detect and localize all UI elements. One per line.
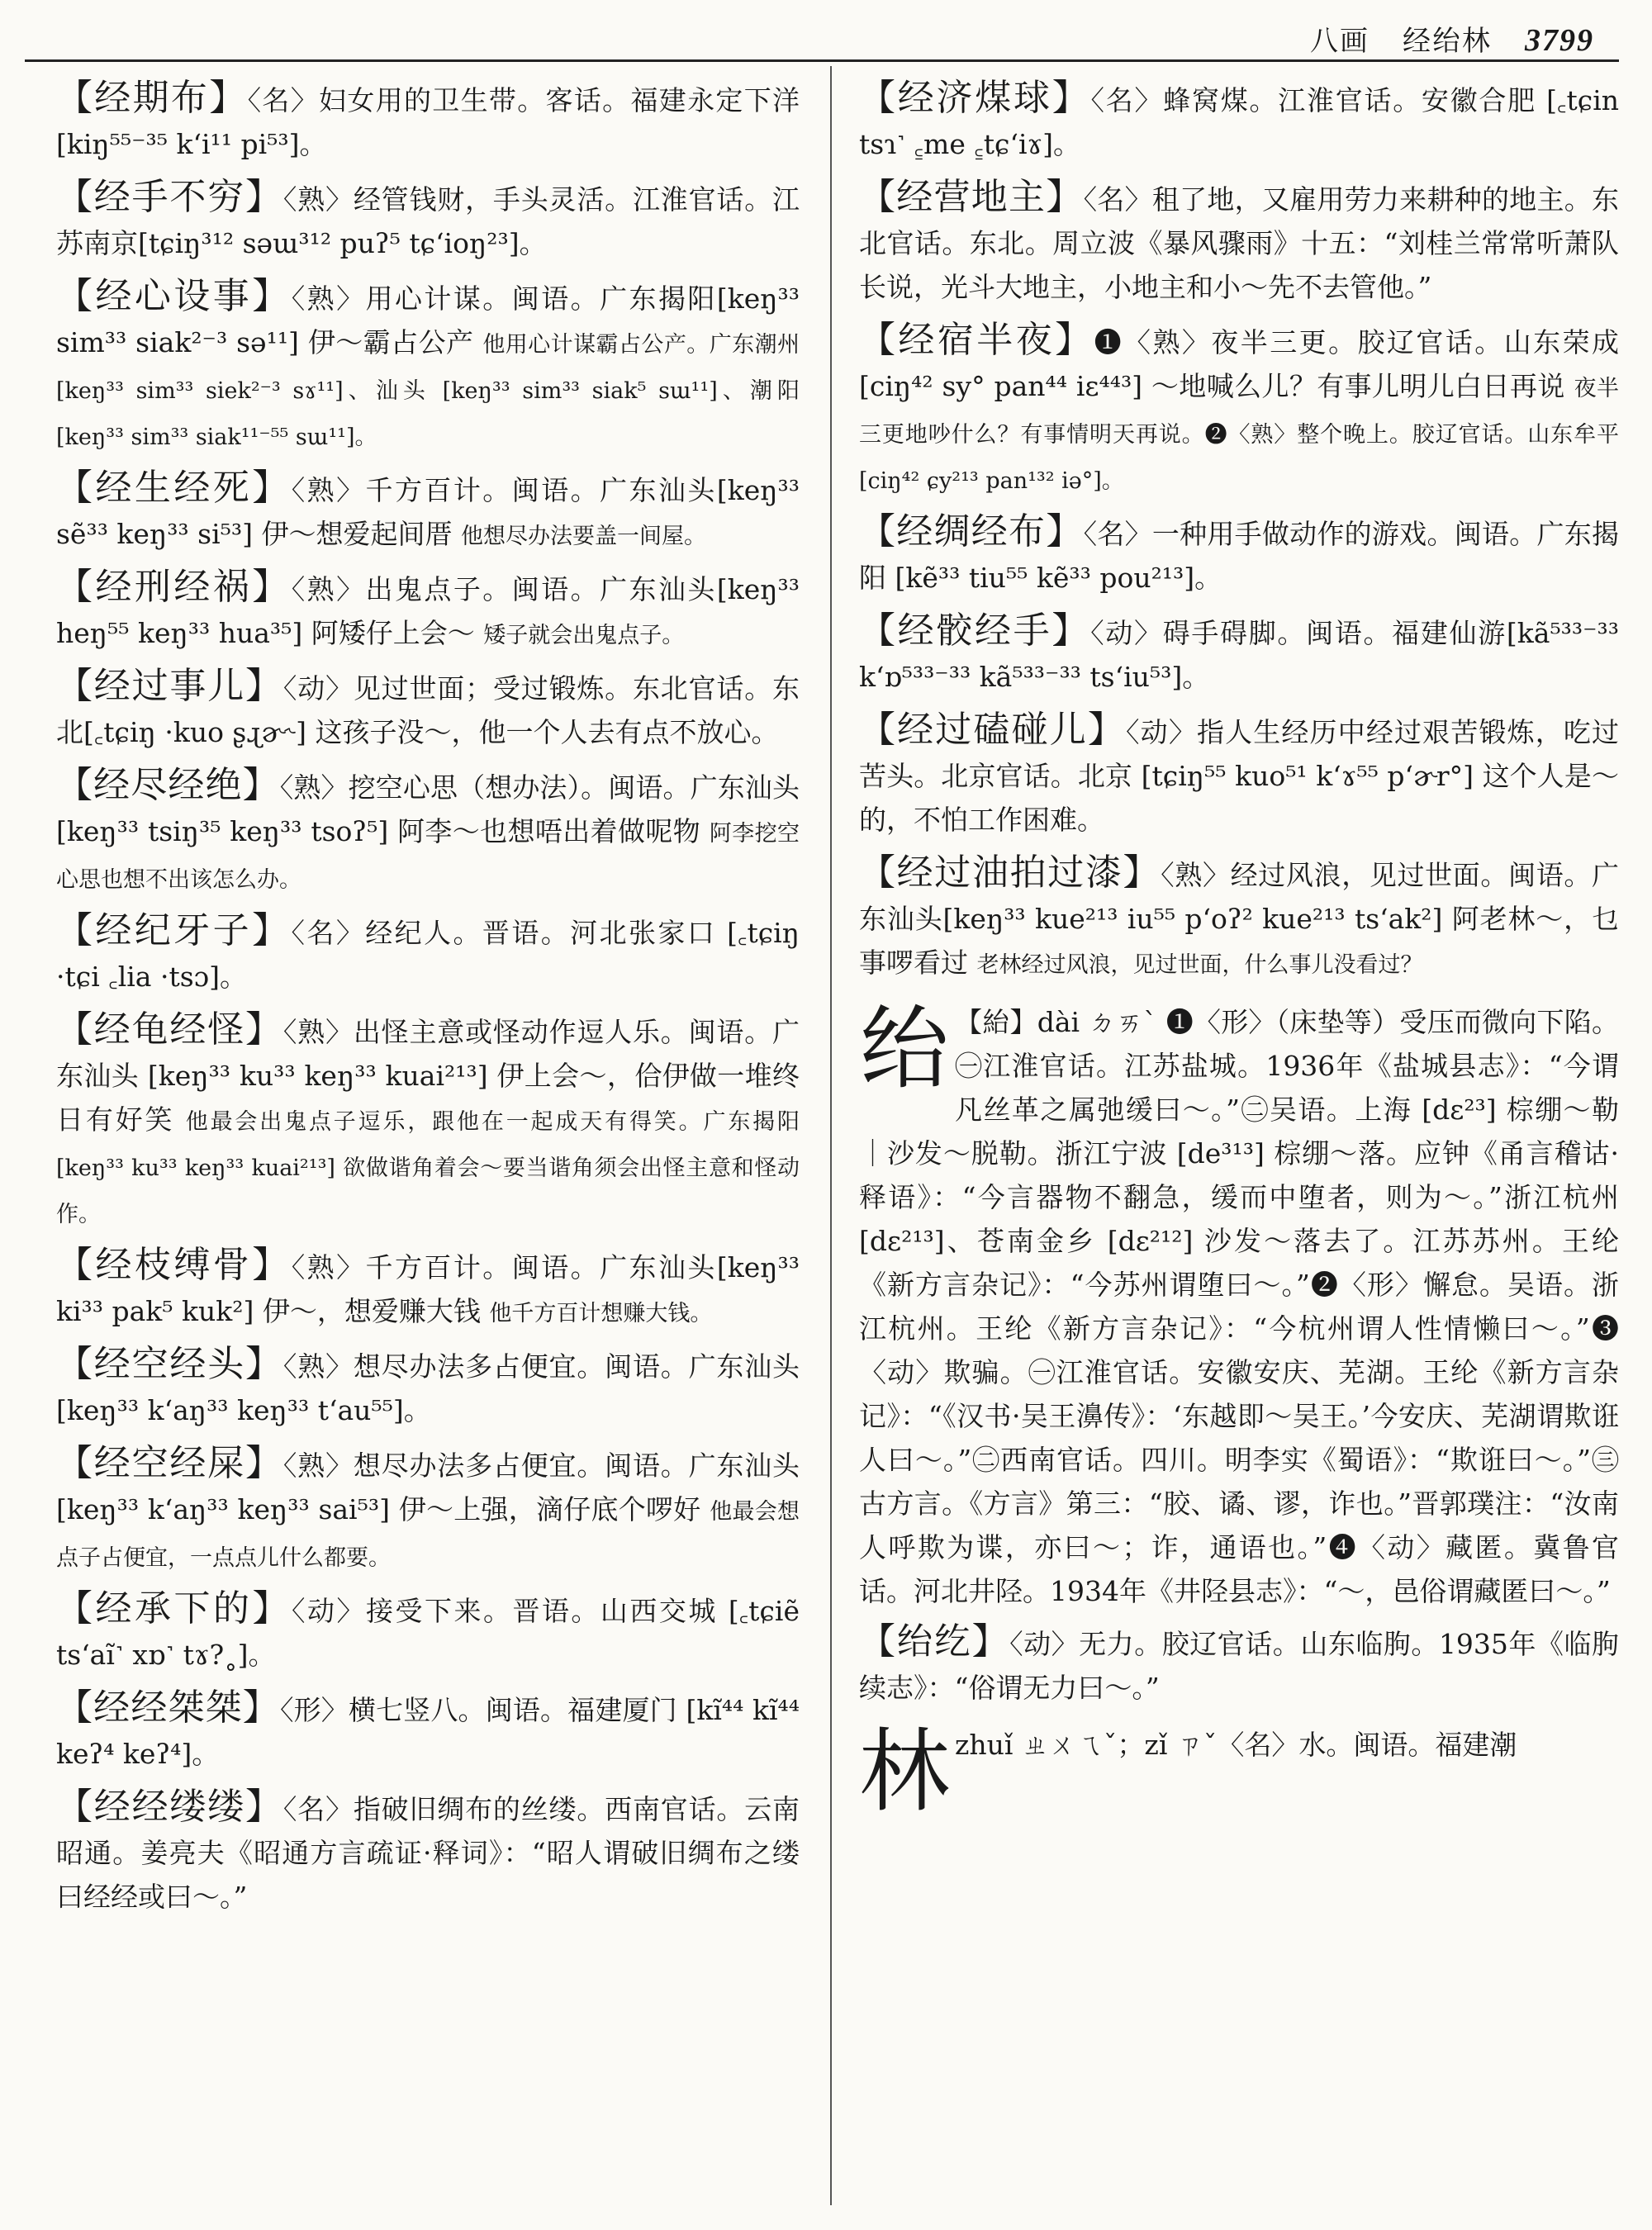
definition: ❶〈熟〉夜半三更。胶辽官话。山东荣成 [ciŋ⁴² sy° pan⁴⁴ iɛ⁴⁴³] ～地喊么儿？有事儿明儿白日再说 (859, 326, 1619, 402)
definition: 〈动〉见过世面；受过锻炼。东北官话。东北[꜀tɕiŋ ·kuo ʂɻɚ˞] 这孩子没～，他一个人去有点不放心。 (56, 672, 800, 748)
headword: 【经手不穷】 (56, 176, 283, 218)
column-divider (830, 66, 832, 2205)
definition: 〈动〉接受下来。晋语。山西交城 [꜀tɕiẽ ts‘aĩ˺ xɒ˺ tɤ?˳]。 (56, 1595, 800, 1671)
example-gloss: 矮子就会出鬼点子。 (483, 623, 685, 648)
headword: 【经过油拍过漆】 (859, 852, 1161, 894)
headword: 【经纪牙子】 (56, 909, 292, 951)
definition: 〈熟〉经过风浪，见过世面。闽语。广东汕头[keŋ³³ kue²¹³ iu⁵⁵ p‘oʔ² kue²¹³ ts‘ak²] 阿老林～，乜事啰看过 (859, 859, 1619, 979)
example-gloss: 他最会想点子占便宜，一点点儿什么都要。 (56, 1499, 800, 1571)
definition: 〈熟〉用心计谋。闽语。广东揭阳[keŋ³³ sim³³ siak²⁻³ sə¹¹] 伊～霸占公产 (56, 282, 800, 358)
definition: 〈熟〉经管钱财，手头灵活。江淮官话。江苏南京[tɕiŋ³¹² səɯ³¹² puʔ⁵ tɕ‘ioŋ²³]。 (56, 183, 800, 259)
entry (859, 851, 1619, 987)
headword: 【经承下的】 (56, 1587, 292, 1630)
entry (56, 466, 800, 558)
header-chars: 经绐林 (1403, 25, 1492, 58)
definition: 〈动〉无力。胶辽官话。山东临朐。1935年《临朐续志》：“俗谓无力曰～。” (859, 1628, 1619, 1704)
entry (56, 1342, 800, 1435)
entry (859, 175, 1619, 311)
entry (56, 1243, 800, 1336)
example-gloss: 他千方百计想赚大钱。 (489, 1301, 713, 1326)
definition: 〈名〉经纪人。晋语。河北张家口 [꜀tɕiŋ ·tɕi ꜀lia ·tsɔ]。 (56, 917, 800, 993)
headword: 【经期布】 (56, 77, 248, 119)
headword: 【经过事儿】 (56, 665, 283, 707)
entry (56, 909, 800, 1001)
definition: 【紿】dài ㄉㄞˋ ❶〈形〉（床垫等）受压而微向下陷。㊀江淮官话。江苏盐城。1936年《盐城县志》：“今谓凡丝革之属弛缓曰～。”㊁吴语。上海 [dɛ²³] 棕绷～勒｜沙发～脱勒。浙江宁波 [de³¹³] 棕绷～落。应钟《甬言稽诂·释语》：“今言器物不翻急，缓而中堕者，则为～。”浙江杭州 [dɛ²¹³]、苍南金乡 [dɛ²¹²] 沙发～落去了。江苏苏州。王纶《新方言杂记》：“今苏州谓堕曰～。”❷〈形〉懈怠。吴语。浙江杭州。王纶《新方言杂记》：“今杭州谓人性情懒曰～。”❸〈动〉欺骗。㊀江淮官话。安徽安庆、芜湖。王纶《新方言杂记》：“《汉书·吴王濞传》：‘东越即～吴王。’今安庆、芜湖谓欺诳人曰～。”㊁西南官话。四川。明李实《蜀语》：“欺诳曰～。”㊂古方言。《方言》第三：“胶、谲、谬，诈也。”晋郭璞注：“汝南人呼欺为谍，亦曰～；诈，通语也。”❹〈动〉藏匿。冀鲁官话。河北井陉。1934年《井陉县志》：“～，邑俗谓藏匿曰～。” (859, 1006, 1619, 1607)
head-character: 林 (859, 1719, 950, 1824)
headword: 【经宿半夜】 (859, 319, 1094, 361)
head-character: 绐 (859, 996, 950, 1102)
headword: 【经尽经绝】 (56, 764, 280, 806)
entry (56, 1441, 800, 1580)
left-column (56, 76, 800, 2213)
definition: 〈熟〉想尽办法多占便宜。闽语。广东汕头 [keŋ³³ k‘aŋ³³ keŋ³³ sai⁵³] 伊～上强，滴仔底个啰好 (56, 1450, 800, 1525)
headword: 【经生经死】 (56, 467, 292, 509)
entry (56, 664, 800, 757)
page-header (1310, 18, 1594, 59)
headword: 【经经缕缕】 (56, 1786, 283, 1828)
entry (56, 1785, 800, 1921)
headword: 【经绸经布】 (859, 510, 1084, 553)
entry (859, 708, 1619, 844)
definition: 〈形〉横七竖八。闽语。福建厦门 [kĩ⁴⁴ kĩ⁴⁴ keʔ⁴ keʔ⁴]。 (56, 1694, 800, 1770)
char-entry-zhui (859, 1719, 1619, 1824)
entry (56, 565, 800, 657)
entry (859, 318, 1619, 503)
definition: 〈名〉一种用手做动作的游戏。闽语。广东揭阳 [kẽ³³ tiu⁵⁵ kẽ³³ pou²¹³]。 (859, 518, 1619, 594)
definition: 〈动〉碍手碍脚。闽语。福建仙游[kã⁵³³⁻³³ k‘ɒ⁵³³⁻³³ kã⁵³³⁻³³ ts‘iu⁵³]。 (859, 617, 1619, 693)
definition: 〈熟〉千方百计。闽语。广东汕头[keŋ³³ ki³³ pak⁵ kuk²] 伊～，想爱赚大钱 (56, 1251, 800, 1327)
entry (56, 1686, 800, 1778)
headword: 【经空经头】 (56, 1343, 283, 1385)
header-rule (25, 59, 1619, 62)
definition: 〈熟〉挖空心思（想办法）。闽语。广东汕头 [keŋ³³ tsiŋ³⁵ keŋ³³ tsoʔ⁵] 阿李～也想唔出着做呢物 (56, 771, 800, 847)
definition: 〈熟〉想尽办法多占便宜。闽语。广东汕头 [keŋ³³ k‘aŋ³³ keŋ³³ t‘au⁵⁵]。 (56, 1350, 800, 1426)
entry (56, 1008, 800, 1236)
example-gloss: 他用心计谋霸占公产。广东潮州 [keŋ³³ sim³³ siek²⁻³ sɤ¹¹]、汕头 [keŋ³³ sim³³ siak⁵ sɯ¹¹]、潮阳 [keŋ³³ sim³³ siak¹¹⁻⁵⁵ sɯ¹¹]。 (56, 332, 800, 450)
definition: 〈名〉指破旧绸布的丝缕。西南官话。云南昭通。姜亮夫《昭通方言疏证·释词》：“昭人谓破旧绸布之缕曰经经或曰～。” (56, 1793, 800, 1913)
entry (859, 609, 1619, 701)
entry (859, 1620, 1619, 1710)
entry (56, 274, 800, 459)
entry (56, 175, 800, 268)
section-label: 八画 (1310, 25, 1370, 58)
entry (56, 1587, 800, 1679)
char-entry-dai (859, 996, 1619, 1613)
definition: 〈名〉妇女用的卫生带。客话。福建永定下洋 [kiŋ⁵⁵⁻³⁵ k‘i¹¹ pi⁵³]。 (56, 84, 800, 160)
definition: 〈熟〉出鬼点子。闽语。广东汕头[keŋ³³ heŋ⁵⁵ keŋ³³ hua³⁵] 阿矮仔上会～ (56, 573, 800, 649)
definition: 〈名〉租了地，又雇用劳力来耕种的地主。东北官话。东北。周立波《暴风骤雨》十五：“刘桂兰常常听萧队长说，光斗大地主，小地主和小～先不去管他。” (859, 183, 1619, 303)
definition: 〈动〉指人生经历中经过艰苦锻炼，吃过苦头。北京官话。北京 [tɕiŋ⁵⁵ kuo⁵¹ k‘ɤ⁵⁵ p‘ɚr°] 这个人是～的，不怕工作困难。 (859, 716, 1619, 836)
headword: 【经刑经祸】 (56, 566, 292, 608)
entry (56, 763, 800, 902)
example-gloss: 阿李挖空心思也想不出该怎么办。 (56, 821, 800, 893)
headword: 【绐纥】 (859, 1620, 1010, 1663)
entry (56, 76, 800, 168)
headword: 【经经桀桀】 (56, 1687, 280, 1729)
right-column (859, 76, 1619, 2213)
entry (859, 76, 1619, 168)
example-gloss: 他最会出鬼点子逗乐，跟他在一起成天有得笑。广东揭阳 [keŋ³³ ku³³ keŋ³³ kuai²¹³] 欲做谐角着会～要当谐角须会出怪主意和怪动作。 (56, 1109, 800, 1227)
headword: 【经心设事】 (56, 275, 292, 317)
definition: 〈名〉蜂窝煤。江淮官话。安徽合肥 [꜀tɕin tsɿ˺ ꜁me ꜁tɕ‘iɤ]。 (859, 84, 1619, 160)
example-gloss: 他想尽办法要盖一间屋。 (460, 524, 706, 549)
headword: 【经骹经手】 (859, 610, 1091, 652)
headword: 【经龟经怪】 (56, 1008, 283, 1051)
headword: 【经营地主】 (859, 176, 1084, 218)
definition: 〈熟〉出怪主意或怪动作逗人乐。闽语。广东汕头 [keŋ³³ ku³³ keŋ³³ kuai²¹³] 伊上会～，佮伊做一堆终日有好笑 (56, 1016, 800, 1136)
headword: 【经济煤球】 (859, 77, 1091, 119)
headword: 【经过磕碰儿】 (859, 709, 1127, 751)
definition: 〈熟〉千方百计。闽语。广东汕头[keŋ³³ sẽ³³ keŋ³³ si⁵³] 伊～想爱起间厝 (56, 474, 800, 550)
example-gloss: 夜半三更地吵什么？有事情明天再说。❷〈熟〉整个晚上。胶辽官话。山东牟平 [ciŋ⁴² ɕy²¹³ pan¹³² iə°]。 (859, 376, 1619, 494)
headword: 【经枝缚骨】 (56, 1244, 292, 1286)
headword: 【经空经屎】 (56, 1442, 283, 1484)
page-number: 3799 (1525, 23, 1594, 58)
entry (859, 510, 1619, 602)
definition: zhuǐ ㄓㄨㄟˇ；zǐ ㄗˇ〈名〉水。闽语。福建潮 (955, 1729, 1517, 1761)
example-gloss: 老林经过风浪，见过世面，什么事儿没看过？ (976, 952, 1423, 978)
